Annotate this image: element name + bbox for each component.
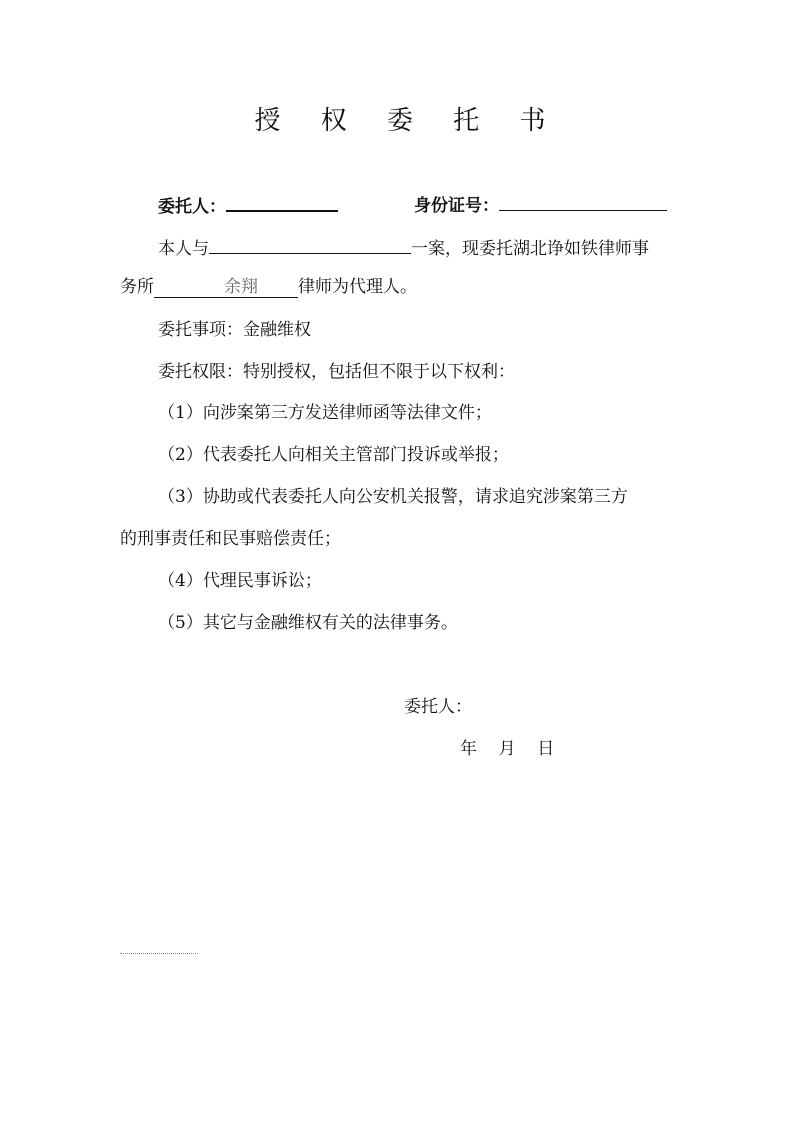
- authority-line: 委托权限：特别授权，包括但不限于以下权利：: [158, 362, 515, 382]
- matter-line: 委托事项：金融维权: [158, 320, 311, 340]
- authority-item-3: （3）协助或代表委托人向公安机关报警，请求追究涉案第三方: [158, 487, 628, 507]
- intro-text-1: 本人与: [158, 239, 209, 259]
- intro-text-2: 一案，现委托湖北诤如铁律师事: [411, 239, 649, 259]
- client-name-field: [226, 190, 338, 212]
- authority-item-5: （5）其它与金融维权有关的法律事务。: [158, 613, 458, 633]
- authority-item-1: （1）向涉案第三方发送律师函等法律文件；: [158, 403, 492, 423]
- agent-name-field: [154, 275, 298, 298]
- id-label: 身份证号：: [414, 196, 499, 216]
- date-line: 年 月 日: [460, 739, 555, 759]
- authority-item-4: （4）代理民事诉讼；: [158, 571, 322, 591]
- authority-item-3-continued: 的刑事责任和民事赔偿责任；: [120, 529, 341, 549]
- document-title: 授 权 委 托 书: [254, 106, 562, 136]
- id-row: [414, 190, 667, 218]
- agent-name: 余翔: [224, 277, 258, 297]
- id-number-field: [499, 190, 667, 211]
- intro-text-3: 务所: [120, 277, 154, 297]
- intro-line-1: [158, 233, 649, 261]
- intro-text-4: 律师为代理人。: [298, 277, 417, 297]
- client-row: [158, 190, 338, 219]
- footnote-separator: [120, 953, 198, 954]
- case-party-field: [209, 233, 411, 254]
- intro-line-2: [120, 275, 417, 299]
- signature-label: 委托人：: [404, 697, 472, 717]
- client-label: 委托人：: [158, 197, 226, 217]
- authority-item-2: （2）代表委托人向相关主管部门投诉或举报；: [158, 445, 509, 465]
